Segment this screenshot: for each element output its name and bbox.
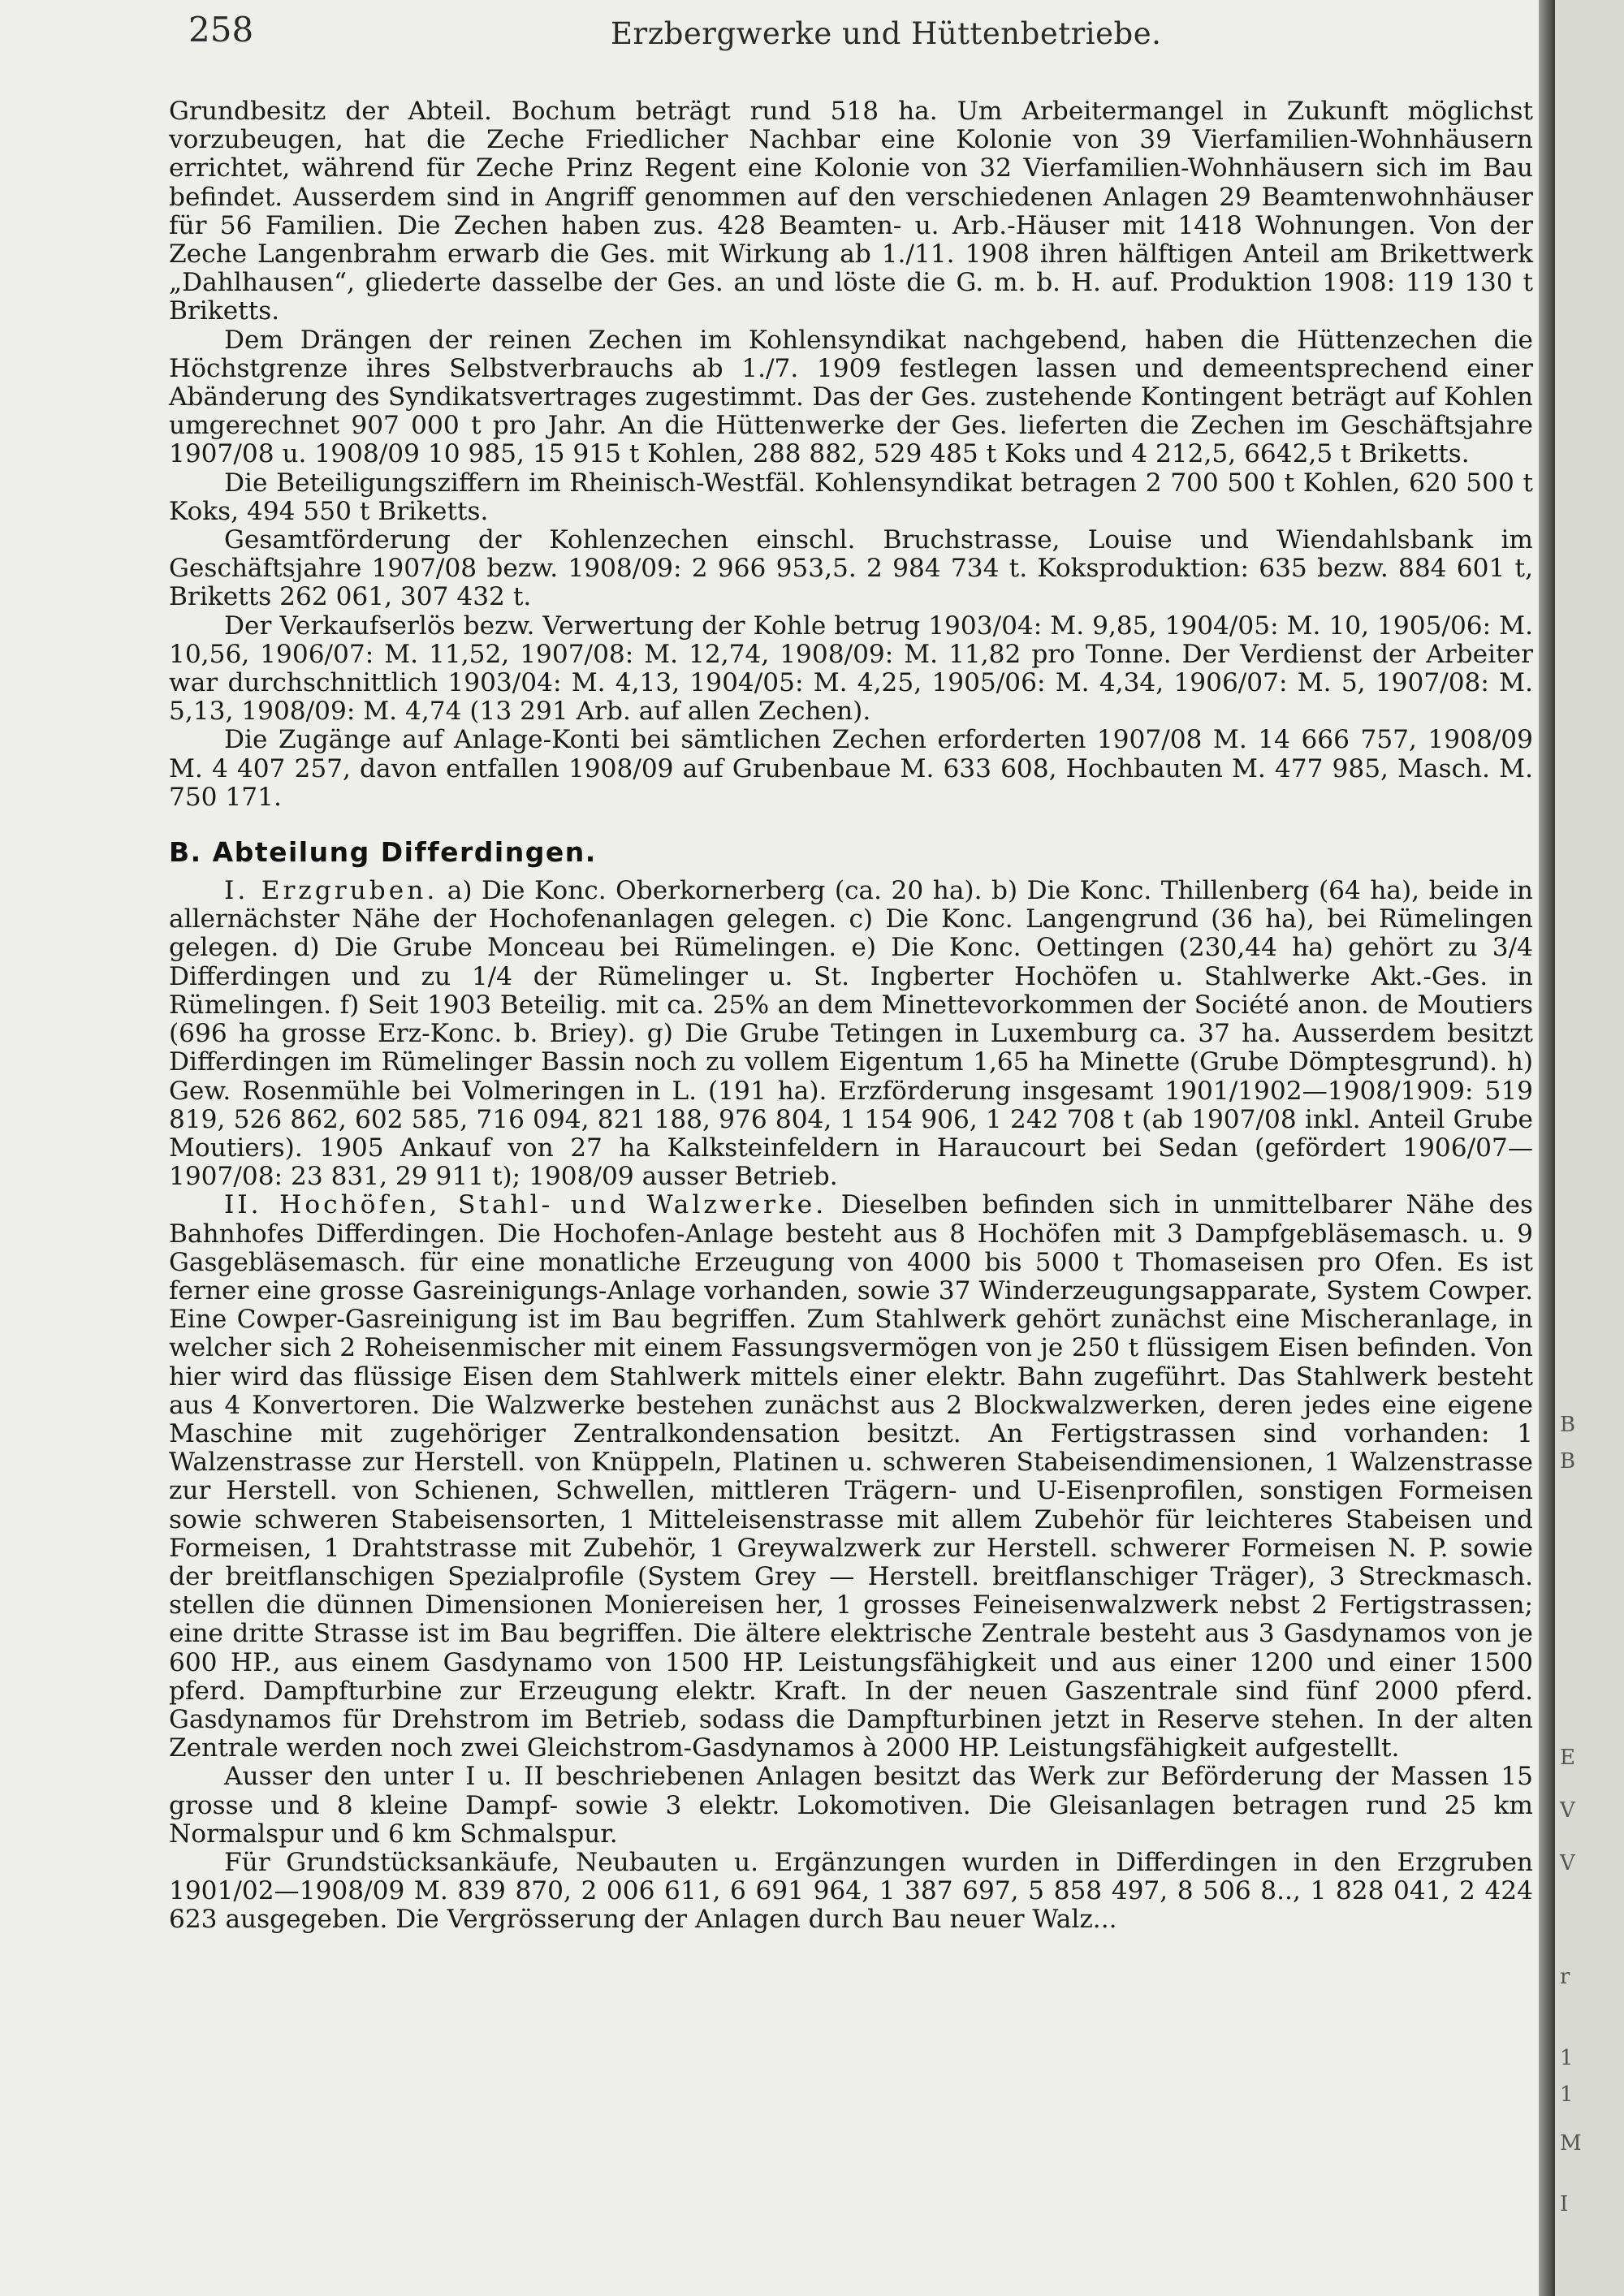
paragraph-b2-text: Dieselben befinden sich in unmittelbarer Nähe des Bahnhofes Differdingen. Die Hochofen-Anlage besteht aus 8 Hochöfen mit 3 Dampfgebläsemasch. u. 9 Gasgebläsemasch. für eine monatliche Erzeugung von 4000 bis 5000 t Thomaseisen pro Ofen. Es ist ferner eine grosse Gasreinigungs-Anlage vorhanden, sowie 37 Winderzeugungsapparate, System Cowper. Eine Cowper-Gasreinigung ist im Bau begriffen. Zum Stahlwerk gehört zunächst eine Mischeranlage, in welcher sich 2 Roheisenmischer mit einem Fassungsvermögen von je 250 t flüssigem Eisen befinden. Von hier wird das flüssige Eisen dem Stahlwerk mittels einer elektr. Bahn zugeführt. Das Stahlwerk besteht aus 4 Konvertoren. Die Walzwerke bestehen zunächst aus 2 Blockwalzwerken, deren jedes eine eigene Maschine mit zugehöriger Zentralkondensation besitzt. An Fertigstrassen sind vorhanden: 1 Walzenstrasse zur Herstell. von Knüppeln, Platinen u. schweren Stabeisendimensionen, 1 Walzenstrasse zur Herstell. von Schienen, Schwellen, mittleren Trägern- und U-Eisenprofilen, sonstigen Formeisen sowie schweren Stabeisensorten, 1 Mitteleisenstrasse mit allem Zubehör für leichteres Stabeisen und Formeisen, 1 Drahtstrasse mit Zubehör, 1 Greywalzwerk zur Herstell. schwerer Formeisen N. P. sowie der breitflanschigen Spezialprofile (System Grey — Herstell. breitflanschiger Träger), 3 Streckmasch. stellen die dünnen Dimensionen Moniereisen her, 1 grosses Feineisenwalzwerk nebst 2 Fertigstrassen; eine dritte Strasse ist im Bau begriffen. Die ältere elektrische Zentrale besteht aus 3 Gasdynamos von je 600 HP., aus einem Gasdynamo von 1500 HP. Leistungsfähigkeit und aus einer 1200 und einer 1500 pferd. Dampfturbine zur Erzeugung elektr. Kraft. In der neuen Gaszentrale sind fünf 2000 pferd. Gasdynamos für Drehstrom im Betrieb, sodass die Dampfturbinen jetzt in Reserve stehen. In der alten Zentrale werden noch zwei Gleichstrom-Gasdynamos à 2000 HP. Leistungsfähigkeit aufgestellt. — [169, 1190, 1533, 1763]
paragraph-b2 — [169, 1191, 1533, 1763]
adjacent-fragment: M — [1560, 2131, 1582, 2156]
paragraph-b2-lead: II. Hochöfen, Stahl- und Walzwerke. — [224, 1190, 827, 1220]
running-title: Erzbergwerke und Hüttenbetriebe. — [611, 16, 1162, 51]
adjacent-fragment: 1 — [1560, 2046, 1574, 2070]
paragraph-b3: Ausser den unter I u. II beschriebenen Anlagen besitzt das Werk zur Beförderung der Massen 15 grosse und 8 kleine Dampf- sowie 3 elektr. Lokomotiven. Die Gleisanlagen betragen rund 25 km Normalspur und 6 km Schmalspur. — [169, 1762, 1533, 1849]
adjacent-fragment: V — [1560, 1798, 1575, 1823]
adjacent-page-edge — [1555, 0, 1624, 2296]
paragraph-a2: Dem Drängen der reinen Zechen im Kohlensyndikat nachgebend, haben die Hüttenzechen die Höchstgrenze ihres Selbstverbrauchs ab 1./7. 1909 festlegen lassen und demeentsprechend einer Abänderung des Syndikatsvertrages zugestimmt. Das der Ges. zustehende Kontingent beträgt auf Kohlen umgerechnet 907 000 t pro Jahr. An die Hüttenwerke der Ges. lieferten die Zechen im Geschäftsjahre 1907/08 u. 1908/09 10 985, 15 915 t Kohlen, 288 882, 529 485 t Koks und 4 212,5, 6642,5 t Briketts. — [169, 325, 1533, 469]
page-header — [188, 10, 1536, 54]
paragraph-a3: Die Beteiligungsziffern im Rheinisch-Westfäl. Kohlensyndikat betragen 2 700 500 t Kohlen, 620 500 t Koks, 494 550 t Briketts. — [169, 468, 1533, 526]
paragraph-b1-text: a) Die Konc. Oberkornerberg (ca. 20 ha). b) Die Konc. Thillenberg (64 ha), beide in allernächster Nähe der Hochofenanlagen gelegen. c) Die Konc. Langengrund (36 ha), bei Rümelingen gelegen. d) Die Grube Monceau bei Rümelingen. e) Die Konc. Oettingen (230,44 ha) gehört zu 3/4 Differdingen und zu 1/4 der Rümelinger u. St. Ingberter Hochöfen u. Stahlwerke Akt.-Ges. in Rümelingen. f) Seit 1903 Beteilig. mit ca. 25% an dem Minettevorkommen der Société anon. de Moutiers (696 ha grosse Erz-Konc. b. Briey). g) Die Grube Tetingen in Luxemburg ca. 37 ha. Ausserdem besitzt Differdingen im Rümelinger Bassin noch zu vollem Eigentum 1,65 ha Minette (Grube Dömptesgrund). h) Gew. Rosenmühle bei Volmeringen in L. (191 ha). Erzförderung insgesamt 1901/1902—1908/1909: 519 819, 526 862, 602 585, 716 094, 821 188, 976 804, 1 154 906, 1 242 708 t (ab 1907/08 inkl. Anteil Grube Moutiers). 1905 Ankauf von 27 ha Kalksteinfeldern in Haraucourt bei Sedan (gefördert 1906/07—1907/08: 23 831, 29 911 t); 1908/09 ausser Betrieb. — [169, 876, 1533, 1192]
paragraph-a4: Gesamtförderung der Kohlenzechen einschl. Bruchstrasse, Louise und Wiendahlsbank im Geschäftsjahre 1907/08 bezw. 1908/09: 2 966 953,5. 2 984 734 t. Koksproduktion: 635 bezw. 884 601 t, Briketts 262 061, 307 432 t. — [169, 525, 1533, 612]
adjacent-fragment: 1 — [1560, 2082, 1574, 2107]
adjacent-fragment: r — [1560, 1965, 1570, 1989]
adjacent-fragment: E — [1560, 1746, 1575, 1770]
paragraph-a5: Der Verkaufserlös bezw. Verwertung der Kohle betrug 1903/04: M. 9,85, 1904/05: M. 10, 1905/06: M. 10,56, 1906/07: M. 11,52, 1907/08: M. 12,74, 1908/09: M. 11,82 pro Tonne. Der Verdienst der Arbeiter war durchschnittlich 1903/04: M. 4,13, 1904/05: M. 4,25, 1905/06: M. 4,34, 1906/07: M. 5, 1907/08: M. 5,13, 1908/09: M. 4,74 (13 291 Arb. auf allen Zechen). — [169, 611, 1533, 727]
paragraph-a1: Grundbesitz der Abteil. Bochum beträgt rund 518 ha. Um Arbeitermangel in Zukunft möglichst vorzubeugen, hat die Zeche Friedlicher Nachbar eine Kolonie von 39 Vierfamilien-Wohnhäusern errichtet, während für Zeche Prinz Regent eine Kolonie von 32 Vierfamilien-Wohnhäusern sich im Bau befindet. Ausserdem sind in Angriff genommen auf den verschiedenen Anlagen 29 Beamtenwohnhäuser für 56 Familien. Die Zechen haben zus. 428 Beamten- u. Arb.-Häuser mit 1418 Wohnungen. Von der Zeche Langenbrahm erwarb die Ges. mit Wirkung ab 1./11. 1908 ihren hälftigen Anteil am Brikettwerk „Dahlhausen“, gliederte dasselbe der Ges. an und löste die G. m. b. H. auf. Produktion 1908: 119 130 t Briketts. — [169, 97, 1533, 326]
adjacent-fragment: I — [1560, 2192, 1569, 2216]
adjacent-fragment: V — [1560, 1851, 1575, 1875]
paragraph-b1-lead: I. Erzgruben. — [224, 876, 438, 906]
adjacent-fragment: B — [1560, 1449, 1576, 1474]
section-heading: B. Abteilung Differdingen. — [169, 836, 597, 869]
paragraph-a6: Die Zugänge auf Anlage-Konti bei sämtlichen Zechen erforderten 1907/08 M. 14 666 757, 1908/09 M. 4 407 257, davon entfallen 1908/09 auf Grubenbaue M. 633 608, Hochbauten M. 477 985, Masch. M. 750 171. — [169, 725, 1533, 812]
page-number: 258 — [188, 10, 254, 50]
book-spine — [1539, 0, 1555, 2296]
body-text — [169, 97, 1533, 1935]
adjacent-fragment: B — [1560, 1413, 1576, 1437]
paragraph-b4: Für Grundstücksankäufe, Neubauten u. Ergänzungen wurden in Differdingen in den Erzgruben 1901/02—1908/09 M. 839 870, 2 006 611, 6 691 964, 1 387 697, 5 858 497, 8 506 8.., 1 828 041, 2 424 623 ausgegeben. Die Vergrösserung der Anlagen durch Bau neuer Walz... — [169, 1847, 1533, 1935]
paragraph-b1 — [169, 877, 1533, 1191]
